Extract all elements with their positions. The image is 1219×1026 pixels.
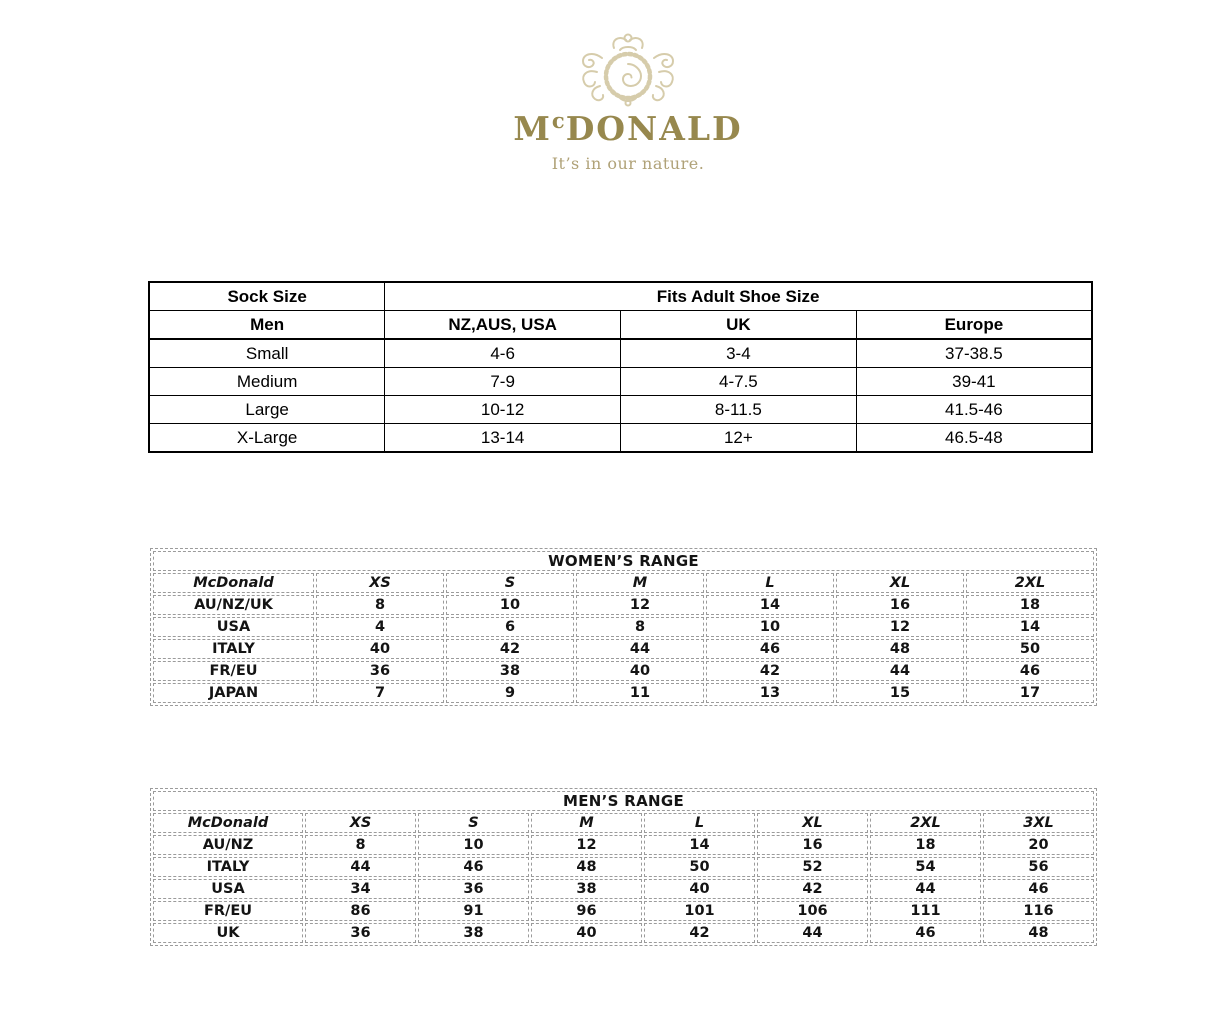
size-value-cell: 46.5-48 [856, 424, 1092, 453]
size-value-cell: 10 [418, 835, 529, 855]
column-header-cell: L [644, 813, 755, 833]
size-value-cell: 44 [836, 661, 964, 681]
size-value-cell: 14 [966, 617, 1094, 637]
column-header-cell: UK [621, 311, 857, 340]
table-row [153, 617, 1094, 637]
row-label-cell: AU/NZ [153, 835, 303, 855]
column-header-cell: McDonald [153, 573, 314, 593]
womens-range-title: WOMEN’S RANGE [153, 551, 1094, 571]
table-row [149, 339, 1092, 368]
row-label-cell: FR/EU [153, 901, 303, 921]
table-row [153, 595, 1094, 615]
size-value-cell: 91 [418, 901, 529, 921]
row-label-cell: USA [153, 879, 303, 899]
size-value-cell: 40 [531, 923, 642, 943]
size-value-cell: 46 [870, 923, 981, 943]
sock-table-title-row [149, 282, 1092, 311]
size-value-cell: 106 [757, 901, 868, 921]
mens-range-table [150, 788, 1097, 946]
sock-size-title-cell: Sock Size [149, 282, 385, 311]
row-label-cell: ITALY [153, 639, 314, 659]
size-value-cell: 13-14 [385, 424, 621, 453]
column-header-cell: XS [316, 573, 444, 593]
brand-name-m: M [513, 109, 552, 148]
size-value-cell: 10 [446, 595, 574, 615]
size-value-cell: 86 [305, 901, 416, 921]
row-label-cell: FR/EU [153, 661, 314, 681]
size-value-cell: 40 [316, 639, 444, 659]
size-value-cell: 8-11.5 [621, 396, 857, 424]
column-header-cell: NZ,AUS, USA [385, 311, 621, 340]
size-value-cell: 56 [983, 857, 1094, 877]
size-value-cell: 44 [870, 879, 981, 899]
column-header-cell: S [446, 573, 574, 593]
sock-table-header-row [149, 311, 1092, 340]
size-value-cell: 42 [446, 639, 574, 659]
column-header-cell: McDonald [153, 813, 303, 833]
column-header-cell: Europe [856, 311, 1092, 340]
row-label-cell: Small [149, 339, 385, 368]
column-header-cell: 2XL [870, 813, 981, 833]
brand-logo [318, 30, 938, 173]
column-header-cell: XS [305, 813, 416, 833]
size-value-cell: 4-6 [385, 339, 621, 368]
size-value-cell: 10-12 [385, 396, 621, 424]
table-row [153, 661, 1094, 681]
table-row [149, 424, 1092, 453]
table-row [153, 683, 1094, 703]
size-value-cell: 50 [644, 857, 755, 877]
mens-range-title: MEN’S RANGE [153, 791, 1094, 811]
size-value-cell: 36 [305, 923, 416, 943]
size-value-cell: 48 [531, 857, 642, 877]
womens-range-header-row [153, 573, 1094, 593]
size-value-cell: 36 [316, 661, 444, 681]
size-value-cell: 20 [983, 835, 1094, 855]
row-label-cell: Large [149, 396, 385, 424]
size-value-cell: 8 [305, 835, 416, 855]
sock-size-table [148, 281, 1093, 453]
size-value-cell: 42 [757, 879, 868, 899]
size-value-cell: 38 [531, 879, 642, 899]
size-value-cell: 37-38.5 [856, 339, 1092, 368]
fits-adult-shoe-size-title-cell: Fits Adult Shoe Size [385, 282, 1092, 311]
column-header-cell: XL [757, 813, 868, 833]
size-value-cell: 15 [836, 683, 964, 703]
column-header-cell: 2XL [966, 573, 1094, 593]
column-header-cell: 3XL [983, 813, 1094, 833]
size-value-cell: 42 [706, 661, 834, 681]
size-value-cell: 11 [576, 683, 704, 703]
size-value-cell: 46 [966, 661, 1094, 681]
row-label-cell: X-Large [149, 424, 385, 453]
table-row [149, 368, 1092, 396]
column-header-cell: M [576, 573, 704, 593]
womens-range-table [150, 548, 1097, 706]
row-label-cell: ITALY [153, 857, 303, 877]
size-value-cell: 48 [836, 639, 964, 659]
size-value-cell: 41.5-46 [856, 396, 1092, 424]
table-row [153, 639, 1094, 659]
size-value-cell: 39-41 [856, 368, 1092, 396]
size-value-cell: 116 [983, 901, 1094, 921]
size-value-cell: 111 [870, 901, 981, 921]
size-value-cell: 101 [644, 901, 755, 921]
size-value-cell: 50 [966, 639, 1094, 659]
size-value-cell: 46 [706, 639, 834, 659]
size-value-cell: 12 [576, 595, 704, 615]
size-value-cell: 40 [644, 879, 755, 899]
mens-range-title-row [153, 791, 1094, 811]
size-value-cell: 4-7.5 [621, 368, 857, 396]
size-value-cell: 44 [757, 923, 868, 943]
size-value-cell: 54 [870, 857, 981, 877]
size-value-cell: 4 [316, 617, 444, 637]
size-value-cell: 7 [316, 683, 444, 703]
brand-name-raised-c: c [551, 108, 566, 133]
size-value-cell: 44 [576, 639, 704, 659]
brand-tagline: It’s in our nature. [551, 153, 705, 173]
size-value-cell: 16 [757, 835, 868, 855]
brand-name [318, 110, 938, 147]
table-row [153, 857, 1094, 877]
size-value-cell: 8 [316, 595, 444, 615]
size-value-cell: 46 [983, 879, 1094, 899]
column-header-cell: XL [836, 573, 964, 593]
size-value-cell: 96 [531, 901, 642, 921]
size-value-cell: 44 [305, 857, 416, 877]
brand-crest-icon [566, 30, 690, 108]
size-value-cell: 6 [446, 617, 574, 637]
table-row [153, 901, 1094, 921]
column-header-cell: M [531, 813, 642, 833]
size-value-cell: 18 [870, 835, 981, 855]
size-value-cell: 14 [706, 595, 834, 615]
brand-name-rest: DONALD [565, 109, 743, 148]
size-value-cell: 18 [966, 595, 1094, 615]
row-label-cell: JAPAN [153, 683, 314, 703]
size-value-cell: 17 [966, 683, 1094, 703]
table-row [153, 835, 1094, 855]
table-row [153, 923, 1094, 943]
size-value-cell: 8 [576, 617, 704, 637]
size-value-cell: 34 [305, 879, 416, 899]
size-value-cell: 9 [446, 683, 574, 703]
row-label-cell: Medium [149, 368, 385, 396]
column-header-cell: Men [149, 311, 385, 340]
size-value-cell: 12+ [621, 424, 857, 453]
size-value-cell: 3-4 [621, 339, 857, 368]
row-label-cell: USA [153, 617, 314, 637]
size-value-cell: 10 [706, 617, 834, 637]
size-value-cell: 52 [757, 857, 868, 877]
row-label-cell: UK [153, 923, 303, 943]
size-value-cell: 12 [836, 617, 964, 637]
column-header-cell: L [706, 573, 834, 593]
column-header-cell: S [418, 813, 529, 833]
size-value-cell: 38 [446, 661, 574, 681]
size-value-cell: 36 [418, 879, 529, 899]
womens-range-title-row [153, 551, 1094, 571]
size-value-cell: 14 [644, 835, 755, 855]
size-value-cell: 12 [531, 835, 642, 855]
size-value-cell: 46 [418, 857, 529, 877]
table-row [149, 396, 1092, 424]
size-value-cell: 38 [418, 923, 529, 943]
row-label-cell: AU/NZ/UK [153, 595, 314, 615]
table-row [153, 879, 1094, 899]
size-value-cell: 42 [644, 923, 755, 943]
size-value-cell: 16 [836, 595, 964, 615]
mens-range-header-row [153, 813, 1094, 833]
size-value-cell: 40 [576, 661, 704, 681]
size-value-cell: 7-9 [385, 368, 621, 396]
size-value-cell: 48 [983, 923, 1094, 943]
size-value-cell: 13 [706, 683, 834, 703]
